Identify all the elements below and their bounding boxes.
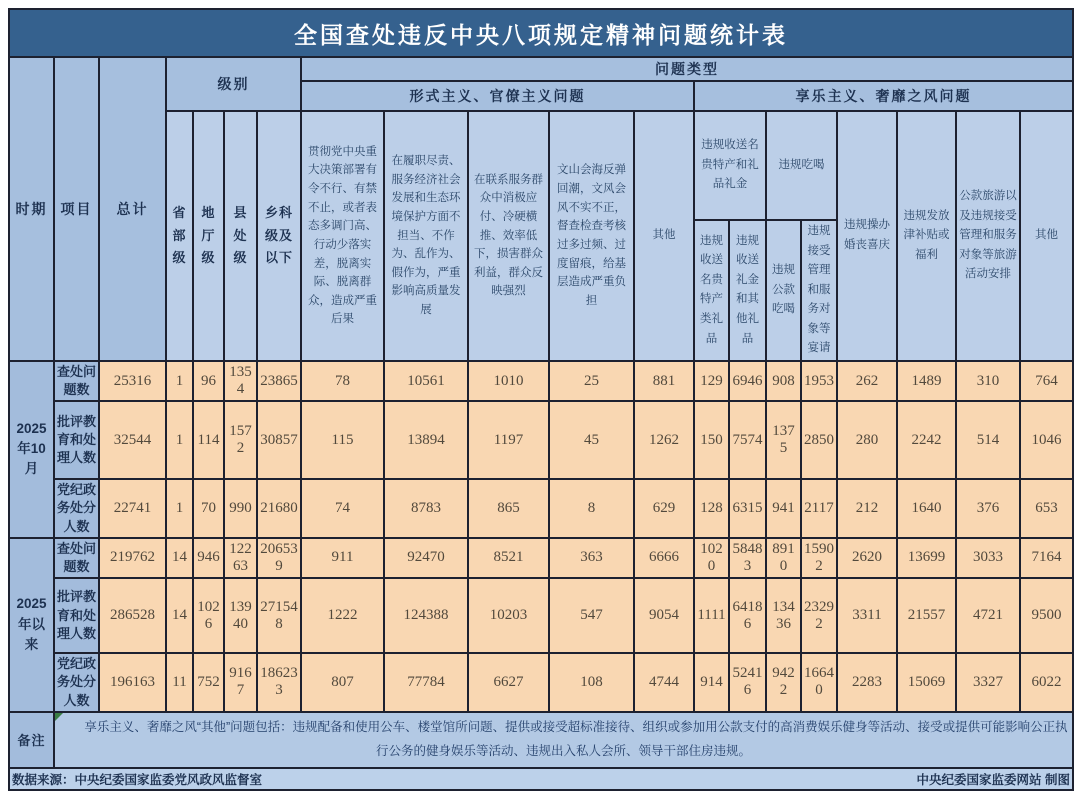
data-cell: 2117	[801, 479, 837, 538]
row-label: 查处问题数	[54, 538, 99, 578]
data-cell: 10561	[384, 361, 468, 401]
data-cell: 9500	[1020, 578, 1073, 653]
header-formalism-col-3: 在联系服务群众中消极应付、冷硬横推、效率低下，损害群众利益，群众反映强烈	[468, 111, 549, 361]
data-cell: 206539	[257, 538, 301, 578]
data-cell: 114	[193, 401, 224, 479]
data-cell: 3311	[837, 578, 897, 653]
data-cell: 1375	[766, 401, 801, 479]
header-travel: 公款旅游以及违规接受管理和服务对象等旅游活动安排	[956, 111, 1020, 361]
data-cell: 23865	[257, 361, 301, 401]
data-cell: 22741	[99, 479, 166, 538]
data-cell: 25	[549, 361, 634, 401]
data-cell: 21680	[257, 479, 301, 538]
data-cell: 262	[837, 361, 897, 401]
data-cell: 8521	[468, 538, 549, 578]
data-cell: 108	[549, 653, 634, 712]
data-cell: 23292	[801, 578, 837, 653]
header-total: 总计	[99, 57, 166, 361]
table-row	[9, 578, 1073, 653]
data-cell: 547	[549, 578, 634, 653]
note-text-content: 享乐主义、奢靡之风“其他”问题包括：违规配备和使用公车、楼堂馆所问题、提供或接受超标准接待、组织或参加用公款支付的高消费娱乐健身等活动、接受或提供可能影响公正执行公务的健身娱乐等活动、违规出入私人会所、领导干部住房违规。	[84, 719, 1068, 758]
data-cell: 2242	[897, 401, 956, 479]
data-cell: 13699	[897, 538, 956, 578]
header-dining-col-2: 违规接受管理和服务对象等宴请	[801, 220, 837, 361]
data-cell: 1489	[897, 361, 956, 401]
header-level-prefecture: 地厅级	[193, 111, 224, 361]
data-cell: 2620	[837, 538, 897, 578]
data-cell: 6315	[729, 479, 766, 538]
data-cell: 129	[694, 361, 729, 401]
data-cell: 15069	[897, 653, 956, 712]
header-dining-group: 违规吃喝	[766, 111, 837, 220]
data-cell: 219762	[99, 538, 166, 578]
data-cell: 280	[837, 401, 897, 479]
data-cell: 212	[837, 479, 897, 538]
data-cell: 115	[301, 401, 384, 479]
page-title: 全国查处违反中央八项规定精神问题统计表	[9, 9, 1073, 57]
data-cell: 286528	[99, 578, 166, 653]
row-label: 查处问题数	[54, 361, 99, 401]
data-cell: 25316	[99, 361, 166, 401]
data-cell: 271548	[257, 578, 301, 653]
data-cell: 186233	[257, 653, 301, 712]
header-formalism-other: 其他	[634, 111, 694, 361]
data-cell: 1010	[468, 361, 549, 401]
data-cell: 865	[468, 479, 549, 538]
row-label: 党纪政务处分人数	[54, 653, 99, 712]
table-row	[9, 361, 1073, 401]
data-cell: 9167	[224, 653, 257, 712]
header-level-group: 级别	[166, 57, 301, 111]
data-cell: 70	[193, 479, 224, 538]
statistics-table	[8, 8, 1074, 791]
data-cell: 150	[694, 401, 729, 479]
data-cell: 629	[634, 479, 694, 538]
data-cell: 7574	[729, 401, 766, 479]
data-cell: 1262	[634, 401, 694, 479]
data-cell: 2850	[801, 401, 837, 479]
header-formalism-col-2: 在履职尽责、服务经济社会发展和生态环境保护方面不担当、不作为、乱作为、假作为，严重影响高质量发展	[384, 111, 468, 361]
table-body	[9, 361, 1073, 712]
header-formalism-col-1: 贯彻党中央重大决策部署有令不行、有禁不止，或者表态多调门高、行动少落实差，脱离实际、脱离群众，造成严重后果	[301, 111, 384, 361]
header-gifts-col-1: 违规收送名贵特产类礼品	[694, 220, 729, 361]
data-cell: 2283	[837, 653, 897, 712]
data-source-label: 数据来源：中央纪委国家监委党风政风监督室	[12, 772, 263, 787]
data-cell: 914	[694, 653, 729, 712]
data-cell: 752	[193, 653, 224, 712]
data-cell: 764	[1020, 361, 1073, 401]
data-cell: 8783	[384, 479, 468, 538]
data-cell: 1	[166, 401, 193, 479]
row-label: 批评教育和处理人数	[54, 578, 99, 653]
row-label: 党纪政务处分人数	[54, 479, 99, 538]
credit-label: 中央纪委国家监委网站 制图	[916, 772, 1070, 787]
data-cell: 77784	[384, 653, 468, 712]
header-level-county: 县处级	[224, 111, 257, 361]
data-cell: 14	[166, 578, 193, 653]
data-cell: 6627	[468, 653, 549, 712]
header-formalism-group: 形式主义、官僚主义问题	[301, 81, 694, 111]
data-cell: 14	[166, 538, 193, 578]
data-cell: 6946	[729, 361, 766, 401]
note-text	[54, 712, 1073, 768]
statistics-sheet	[8, 8, 1072, 791]
data-cell: 911	[301, 538, 384, 578]
data-cell: 6022	[1020, 653, 1073, 712]
data-cell: 15902	[801, 538, 837, 578]
row-label: 批评教育和处理人数	[54, 401, 99, 479]
data-cell: 1354	[224, 361, 257, 401]
data-cell: 941	[766, 479, 801, 538]
data-cell: 58483	[729, 538, 766, 578]
header-hedonism-group: 享乐主义、奢靡之风问题	[694, 81, 1073, 111]
header-allowances: 违规发放津补贴或福利	[897, 111, 956, 361]
data-cell: 4721	[956, 578, 1020, 653]
header-formalism-col-4: 文山会海反弹回潮，文风会风不实不正，督查检查考核过多过频、过度留痕，给基层造成严重负担	[549, 111, 634, 361]
table-row	[9, 653, 1073, 712]
data-cell: 52416	[729, 653, 766, 712]
data-cell: 74	[301, 479, 384, 538]
data-cell: 124388	[384, 578, 468, 653]
data-cell: 1222	[301, 578, 384, 653]
data-cell: 1	[166, 479, 193, 538]
data-cell: 1046	[1020, 401, 1073, 479]
data-cell: 7164	[1020, 538, 1073, 578]
data-cell: 11	[166, 653, 193, 712]
data-cell: 363	[549, 538, 634, 578]
data-cell: 16640	[801, 653, 837, 712]
table-row	[9, 538, 1073, 578]
data-cell: 1111	[694, 578, 729, 653]
data-cell: 4744	[634, 653, 694, 712]
data-cell: 9422	[766, 653, 801, 712]
header-problem-type: 问题类型	[301, 57, 1073, 81]
data-cell: 881	[634, 361, 694, 401]
data-cell: 30857	[257, 401, 301, 479]
data-cell: 1640	[897, 479, 956, 538]
data-cell: 3033	[956, 538, 1020, 578]
data-cell: 8	[549, 479, 634, 538]
data-cell: 128	[694, 479, 729, 538]
header-gifts-col-2: 违规收送礼金和其他礼品	[729, 220, 766, 361]
data-cell: 1197	[468, 401, 549, 479]
data-cell: 10203	[468, 578, 549, 653]
data-cell: 1572	[224, 401, 257, 479]
data-cell: 514	[956, 401, 1020, 479]
comment-marker	[55, 713, 63, 721]
header-gifts-group: 违规收送名贵特产和礼品礼金	[694, 111, 766, 220]
data-cell: 45	[549, 401, 634, 479]
data-cell: 13894	[384, 401, 468, 479]
data-cell: 8910	[766, 538, 801, 578]
data-cell: 6666	[634, 538, 694, 578]
data-cell: 64186	[729, 578, 766, 653]
data-cell: 653	[1020, 479, 1073, 538]
note-label: 备注	[9, 712, 54, 768]
data-cell: 376	[956, 479, 1020, 538]
header-hedonism-other: 其他	[1020, 111, 1073, 361]
header-level-province: 省部级	[166, 111, 193, 361]
header-period: 时期	[9, 57, 54, 361]
data-cell: 3327	[956, 653, 1020, 712]
data-cell: 310	[956, 361, 1020, 401]
data-cell: 9054	[634, 578, 694, 653]
data-cell: 12263	[224, 538, 257, 578]
data-cell: 92470	[384, 538, 468, 578]
table-row	[9, 479, 1073, 538]
data-cell: 1026	[193, 578, 224, 653]
data-cell: 32544	[99, 401, 166, 479]
header-dining-col-1: 违规公款吃喝	[766, 220, 801, 361]
data-cell: 807	[301, 653, 384, 712]
header-item: 项目	[54, 57, 99, 361]
data-cell: 13436	[766, 578, 801, 653]
data-cell: 908	[766, 361, 801, 401]
header-weddings: 违规操办婚丧喜庆	[837, 111, 897, 361]
period-cell: 2025年以来	[9, 538, 54, 712]
data-cell: 1953	[801, 361, 837, 401]
data-cell: 946	[193, 538, 224, 578]
period-cell: 2025年10月	[9, 361, 54, 538]
data-cell: 96	[193, 361, 224, 401]
table-row	[9, 401, 1073, 479]
data-cell: 1	[166, 361, 193, 401]
data-cell: 990	[224, 479, 257, 538]
header-level-township: 乡科级及以下	[257, 111, 301, 361]
data-cell: 196163	[99, 653, 166, 712]
source-bar	[9, 768, 1073, 790]
data-cell: 1020	[694, 538, 729, 578]
data-cell: 78	[301, 361, 384, 401]
data-cell: 13940	[224, 578, 257, 653]
data-cell: 21557	[897, 578, 956, 653]
